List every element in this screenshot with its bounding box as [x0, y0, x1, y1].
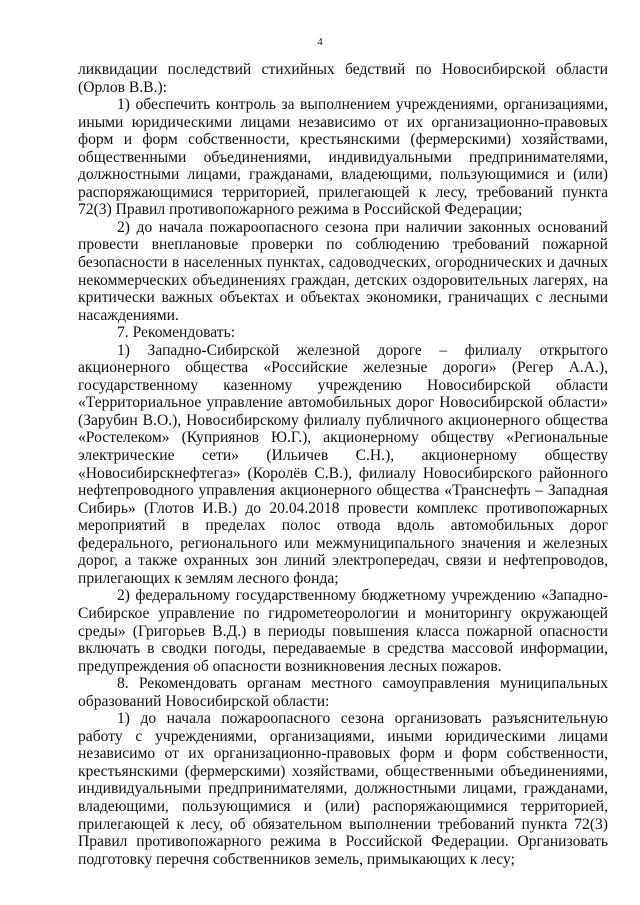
paragraph-heading-8: 8. Рекомендовать органам местного самоуправления муниципальных образований Новосибирской области: — [78, 675, 608, 710]
paragraph-continuation: ликвидации последствий стихийных бедствий по Новосибирской области (Орлов В.В.): — [78, 61, 608, 96]
paragraph-item-6-1: 1) обеспечить контроль за выполнением учреждениями, организациями, иными юридическими лицами независимо от их организационно-правовых форм и форм собственности, крестьянскими (фермерскими) хозяйствами, общественными объединениями, индивидуальными предпринимателями, должностными лицами, гражданами, владеющими, пользующимися и (или) распоряжающимися территорией, прилегающей к лесу, требований пункта 72(3) Правил противопожарного режима в Российской Федерации; — [78, 96, 608, 219]
page-number: 4 — [317, 36, 323, 48]
document-body — [78, 61, 608, 868]
paragraph-heading-7: 7. Рекомендовать: — [117, 324, 236, 342]
paragraph-item-8-1: 1) до начала пожароопасного сезона организовать разъяснительную работу с учреждениями, организациями, иными юридическими лицами независимо от их организационно-правовых форм и форм собственности, крестьянскими (фермерскими) хозяйствами, общественными объединениями, индивидуальными предпринимателями, должностными лицами, гражданами, владеющими, пользующимися и (или) распоряжающимися территорией, прилегающей к лесу, об обязательном выполнении требований пункта 72(3) Правил противопожарного режима в Российской Федерации. Организовать подготовку перечня собственников земель, примыкающих к лесу; — [78, 710, 608, 868]
paragraph-item-6-2: 2) до начала пожароопасного сезона при наличии законных оснований провести внеплановые проверки по соблюдению требований пожарной безопасности в населенных пунктах, садоводческих, огороднических и дачных некоммерческих объединениях граждан, детских оздоровительных лагерях, на критически важных объектах и объектах экономики, граничащих с лесными насаждениями. — [78, 218, 608, 324]
paragraph-item-7-1: 1) Западно-Сибирской железной дороге – филиалу открытого акционерного общества «Российские железные дороги» (Регер А.А.), государственному казенному учреждению Новосибирской области «Территориальное управление автомобильных дорог Новосибирской области» (Зарубин В.О.), Новосибирскому филиалу публичного акционерного общества «Ростелеком» (Куприянов Ю.Г.), акционерному обществу «Региональные электрические сети» (Ильичев С.Н.), акционерному обществу «Новосибирскнефтегаз» (Королёв С.В.), филиалу Новосибирского районного нефтепроводного управления акционерного общества «Транснефть – Западная Сибирь» (Глотов И.В.) до 20.04.2018 провести комплекс противопожарных мероприятий в пределах полос отвода вдоль автомобильных дорог федерального, регионального или межмуниципального значения и железных дорог, а также охранных зон линий электропередач, связи и нефтепроводов, прилегающих к землям лесного фонда; — [78, 341, 608, 587]
paragraph-item-7-2: 2) федеральному государственному бюджетному учреждению «Западно-Сибирское управление по гидрометеорологии и мониторингу окружающей среды» (Григорьев В.Д.) в периоды повышения класса пожарной опасности включать в сводки погоды, передаваемые в средства массовой информации, предупреждения об опасности возникновения лесных пожаров. — [78, 587, 608, 675]
